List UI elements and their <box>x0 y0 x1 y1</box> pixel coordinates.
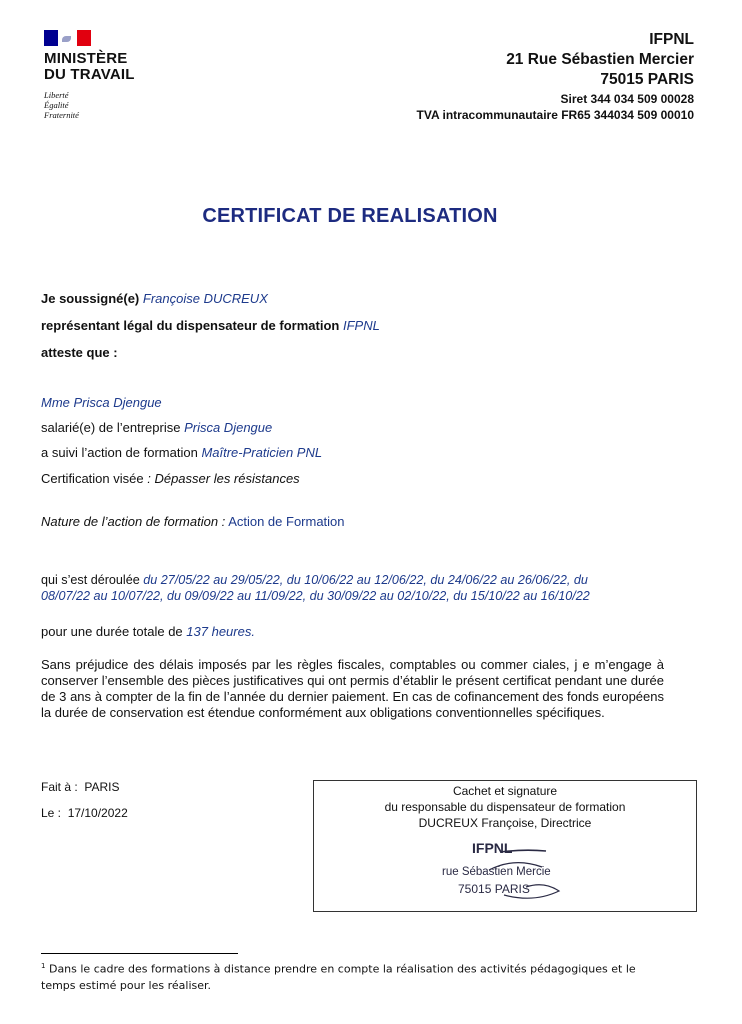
soussigne-line: Je soussigné(e) Françoise DUCREUX <box>41 291 268 306</box>
org-identifiers <box>417 91 694 123</box>
representant-line: représentant légal du dispensateur de formation IFPNL <box>41 318 380 333</box>
marianne-flag-logo <box>44 30 91 46</box>
dates-line-2: 08/07/22 au 10/07/22, du 09/09/22 au 11/09/22, du 30/09/22 au 02/10/22, du 15/10/22 au 16/10/22 <box>41 589 590 603</box>
footnote-rule <box>41 953 238 954</box>
company-stamp-icon <box>434 837 584 905</box>
salarie-line: salarié(e) de l’entreprise Prisca Djengue <box>41 420 273 435</box>
org-header <box>506 30 694 90</box>
legal-paragraph: Sans préjudice des délais imposés par les règles fiscales, comptables ou commer ciales, j e m’engage à conserver l’ensemble des pièces justificatives qui ont permis d’établir le présent certificat pendant une durée de 3 ans à compter de la fin de l’année du dernier paiement. En cas de cofinancement des fonds européens la durée de conservation est étendue conformément aux obligations conventionnelles spécifiques. <box>41 657 664 720</box>
org-siret: Siret 344 034 509 00028 <box>560 92 694 106</box>
ministry-name: MINISTÈRE DU TRAVAIL <box>44 50 135 83</box>
svg-text:75015 PARIS: 75015 PARIS <box>458 882 530 896</box>
beneficiary-name: Mme Prisca Djengue <box>41 395 162 410</box>
signature-box <box>313 780 697 912</box>
signature-caption: Cachet et signature du responsable du dispensateur de formation DUCREUX Françoise, Directrice <box>384 784 626 830</box>
nature-line: Nature de l’action de formation : Action de Formation <box>41 514 345 529</box>
org-tva: TVA intracommunautaire FR65 344034 509 00010 <box>416 108 694 122</box>
atteste-line: atteste que : <box>41 345 118 360</box>
svg-text:IFPNL: IFPNL <box>472 840 513 856</box>
dates-line-1: qui s’est déroulée du 27/05/22 au 29/05/22, du 10/06/22 au 12/06/22, du 24/06/22 au 26/06/22, du <box>41 573 588 587</box>
republic-motto: Liberté Égalité Fraternité <box>44 90 79 120</box>
date-line: Le : 17/10/2022 <box>41 806 128 820</box>
action-line: a suivi l’action de formation Maître-Praticien PNL <box>41 445 323 460</box>
org-city: 75015 PARIS <box>600 71 694 88</box>
certification-line: Certification visée : Dépasser les résistances <box>41 471 300 486</box>
document-title: CERTIFICAT DE REALISATION <box>202 205 498 227</box>
org-name: IFPNL <box>649 31 694 48</box>
footnote: $^1$ Dans le cadre des formations à distance prendre en compte la réalisation des activités pédagogiques et le temps estimé pour les réaliser. <box>41 962 636 992</box>
duree-line: pour une durée totale de 137 heures. <box>41 624 255 639</box>
fait-a-line: Fait à : PARIS <box>41 780 120 794</box>
org-street: 21 Rue Sébastien Mercier <box>506 51 694 68</box>
svg-text:rue Sébastien Mercie: rue Sébastien Mercie <box>442 866 551 878</box>
